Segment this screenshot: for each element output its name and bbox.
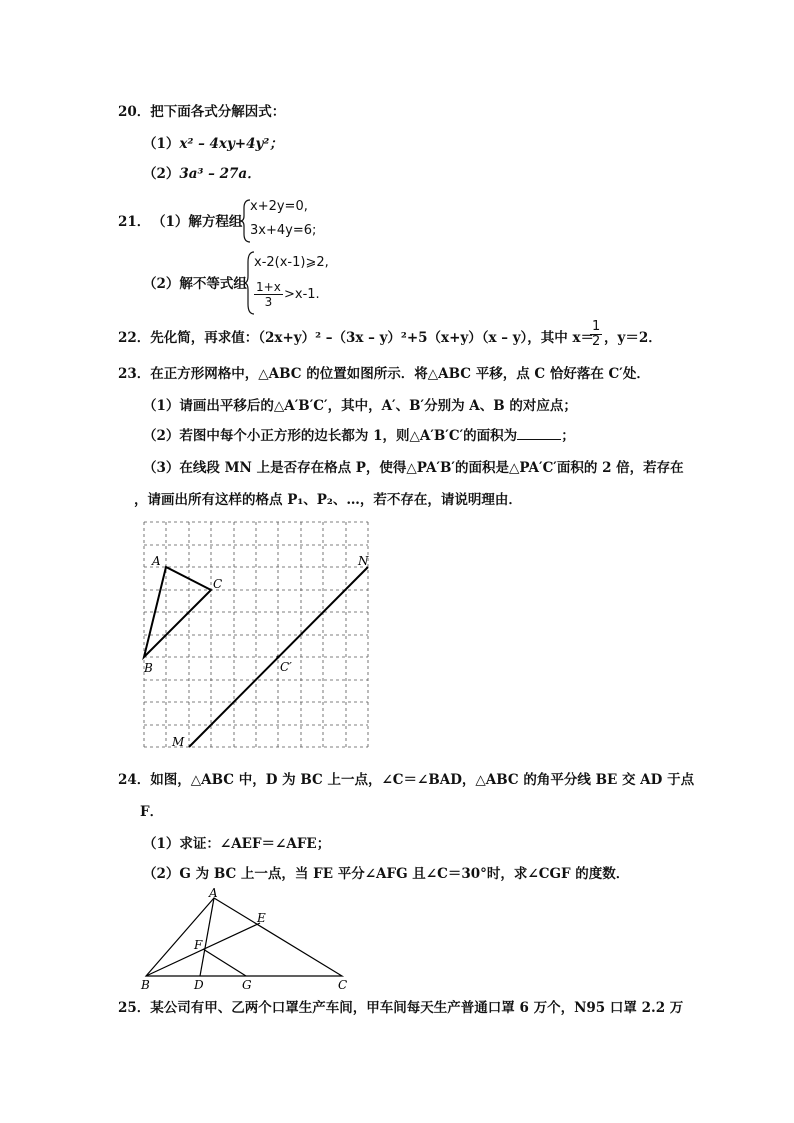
q21-system2-ineq2-rest: >x-1. [284, 287, 320, 302]
q23-title: 23．在正方形网格中，△ABC 的位置如图所示．将△ABC 平移，点 C 恰好落在 C′处． [118, 366, 650, 382]
q22-fraction-denominator: 2 [592, 334, 601, 349]
q22-text-end: ，y＝2． [604, 330, 662, 346]
q23-part1: （1）请画出平移后的△A′B′C′，其中，A′、B′分别为 A、B 的对应点； [143, 398, 577, 414]
q23-answer-blank [517, 427, 561, 440]
q20-title: 20．把下面各式分解因式： [118, 104, 286, 120]
q21-system1-eq2: 3x+4y=6; [250, 223, 317, 238]
label-a-24: A [209, 888, 218, 900]
q24-line1-cont: F． [140, 804, 164, 820]
q23-grid-figure [130, 512, 380, 757]
q21-system2-fraction [254, 280, 283, 309]
label-e-24: E [257, 911, 266, 925]
q22-fraction-numerator: 1 [592, 319, 601, 334]
q25-line1: 25．某公司有甲、乙两个口罩生产车间，甲车间每天生产普通口罩 6 万个，N95 口罩 2.2 万 [118, 1000, 684, 1016]
label-a: A [152, 554, 161, 568]
q22-text-main: 22．先化简，再求值：（2x+y）² –（3x – y）²+5（x+y）（x – y），其中 x＝ [118, 330, 595, 346]
label-n: N [358, 554, 369, 568]
label-c: C [213, 577, 223, 591]
q24-part1: （1）求证：∠AEF＝∠AFE； [143, 836, 331, 852]
label-c-24: C [338, 978, 348, 992]
q24-triangle-figure [136, 888, 356, 993]
grid-lines [144, 522, 368, 747]
q21-system1-eq1: x+2y=0, [250, 199, 308, 214]
q24-part2: （2）G 为 BC 上一点，当 FE 平分∠AFG 且∠C＝30°时，求∠CGF 的度数． [143, 866, 630, 882]
triangle-abc-24 [146, 898, 342, 976]
q22-fraction [590, 320, 602, 349]
label-b-24: B [141, 978, 150, 992]
q20-part1-label: （1） [143, 136, 180, 152]
label-m: M [172, 735, 185, 749]
q21-system2-ineq1: x-2(x-1)⩾2, [254, 255, 329, 270]
segment-ad [200, 898, 214, 976]
q23-part2 [143, 426, 575, 446]
label-g-24: G [242, 978, 252, 992]
q23-part2-text: （2）若图中每个小正方形的边长都为 1，则△A′B′C′的面积为 [143, 428, 518, 444]
label-c-prime: C′ [280, 660, 292, 674]
label-b: B [144, 661, 153, 675]
q20-part2 [143, 164, 261, 184]
q21-part1-label: （1）解方程组 [152, 214, 243, 230]
q24-line1: 24．如图，△ABC 中，D 为 BC 上一点，∠C＝∠BAD，△ABC 的角平分线 BE 交 AD 于点 [118, 772, 695, 788]
q20-part2-label: （2） [143, 166, 180, 182]
segment-fg [203, 949, 246, 976]
q21-fraction-denominator: 3 [264, 295, 273, 309]
q23-part2-end: ； [561, 428, 575, 444]
q20-part1-expr: x² – 4xy+4y²； [179, 136, 283, 152]
label-d-24: D [194, 978, 204, 992]
point-c-prime [277, 656, 280, 659]
label-f-24: F [194, 938, 203, 952]
q20-part1 [143, 134, 283, 154]
q20-part2-expr: 3a³ – 27a． [179, 166, 261, 182]
q23-part3-cont: ，请画出所有这样的格点 P₁、P₂、…，若不存在，请说明理由． [134, 492, 522, 508]
q23-part3: （3）在线段 MN 上是否存在格点 P，使得△PA′B′的面积是△PA′C′面积的 2 倍，若存在 [143, 460, 684, 476]
q21-fraction-numerator: 1+x [256, 280, 281, 294]
q21-number: 21． [118, 214, 151, 230]
q21-part2-label: （2）解不等式组 [143, 276, 247, 292]
